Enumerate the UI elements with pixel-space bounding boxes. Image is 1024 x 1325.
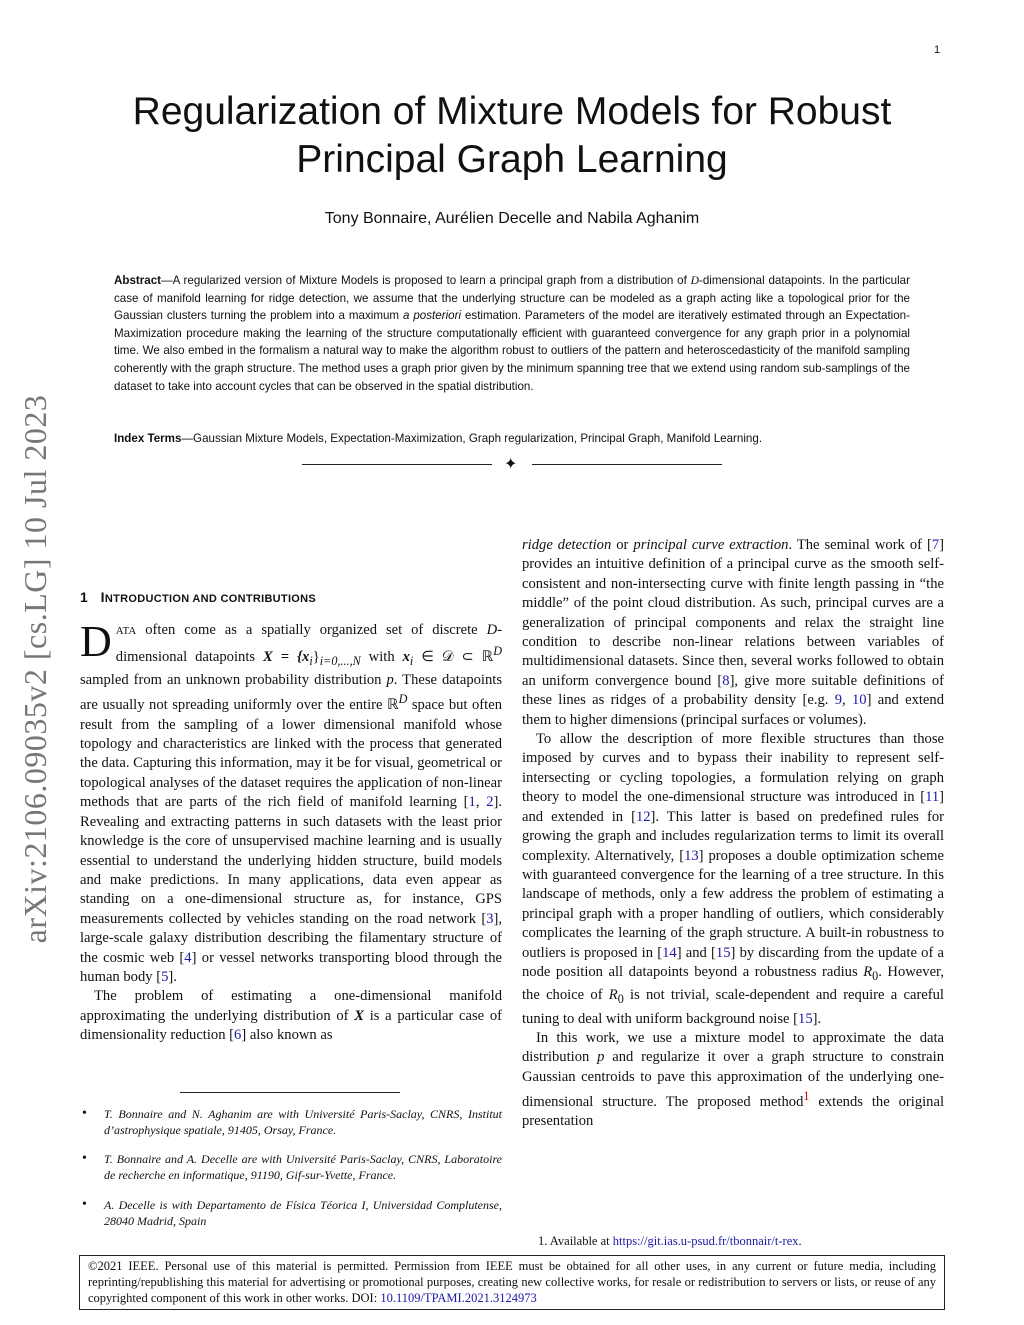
text-run: The problem of estimating a one-dimensional manifold approximating the underlying distribution of — [80, 988, 502, 1024]
citation-link[interactable]: 15 — [798, 1010, 813, 1027]
text-run: ]. — [812, 1010, 822, 1027]
affiliation-footnote-1 — [80, 1106, 502, 1138]
text-run: is a particular case of dimensionality reduction [ — [80, 1007, 502, 1044]
text-run: ]. This latter is based on predefined rules for growing the graph and includes regularization terms to limit its overall complexity. Alternatively, [ — [522, 808, 944, 864]
citation-link[interactable]: 13 — [684, 847, 699, 864]
copyright-notice — [79, 1255, 945, 1310]
text-run: -dimensional datapoints — [115, 622, 502, 665]
author-list: Tony Bonnaire, Aurélien Decelle and Nabila Aghanim — [324, 210, 700, 227]
text-run: . The seminal work of [ — [788, 537, 932, 553]
text-run: ], large-scale galaxy distribution describing the filamentary structure of the cosmic web [ — [80, 910, 502, 966]
text-run: or — [611, 537, 634, 553]
paper-title — [100, 88, 924, 184]
citation-link[interactable]: 11 — [925, 789, 940, 806]
math-superscript: D — [493, 643, 502, 658]
abstract-text-3: estimation. Parameters of the model are iteratively estimated through an Expectation-Maximization procedure making the learning of the structure computationally efficient with guaranteed convergence for any graph prior in a polynomial time. We also embed in the formalism a natural way to make the algorithm robust to outliers of the pattern and heteroscedasticity of the manifold sampling coherently with the graph structure. The method uses a graph prior given by the minimum spanning tree that we extend using random sub-samplings of the dataset to take into account cycles that can be observed in the spatial distribution. — [114, 309, 910, 393]
left-column — [80, 588, 502, 1046]
text-run: . However, the choice of — [522, 963, 944, 1004]
bullet: • — [82, 1106, 87, 1121]
citation-link[interactable]: 8 — [722, 672, 730, 689]
text-run: , — [842, 692, 852, 709]
affiliation-footnote-3 — [80, 1197, 502, 1229]
math-superscript: D — [398, 692, 408, 707]
divider-rule-left — [302, 464, 492, 465]
text-run: space but often result from the sampling of a lower dimensional manifold whose topology and characteristics are linked with the process that generated the data. Capturing this information, may it be for visual, geometrical or topological analyses of the dataset requires the application of non-linear methods that are parts of the rich field of manifold learning [ — [80, 697, 502, 811]
right-column — [522, 536, 944, 1132]
section-title-rest: NTRODUCTION AND CONTRIBUTIONS — [104, 593, 317, 605]
citation-link[interactable]: 4 — [184, 949, 192, 966]
footnote-text: T. Bonnaire and N. Aghanim are with Université Paris-Saclay, CNRS, Institut d’astrophysique spatiale, 91405, Orsay, France. — [104, 1107, 502, 1137]
math-symbol: R — [863, 963, 873, 980]
citation-link[interactable]: 2 — [486, 794, 494, 811]
text-run: sampled from an unknown probability distribution — [80, 671, 387, 688]
abstract-emphasis: a posteriori — [403, 309, 462, 323]
footnote-marker[interactable]: 1 — [803, 1089, 810, 1104]
text-run: To allow the description of more flexible structures than those imposed by curves and to bypass their inability to represent self-intersecting or cycling topologies, a formulation relying on graph theory to model the one-dimensional structure was introduced in [ — [522, 731, 944, 806]
text-run: extends the original presentation — [522, 1094, 944, 1130]
arxiv-identifier-stamp: arXiv:2106.09035v2 [cs.LG] 10 Jul 2023 — [17, 394, 53, 944]
citation-link[interactable]: 1 — [468, 794, 476, 811]
math-symbol: p — [597, 1049, 605, 1066]
text-run: ]. — [168, 968, 177, 985]
title-line-1: Regularization of Mixture Models for Robust — [132, 90, 892, 133]
section-heading — [80, 588, 502, 609]
text-run: ] by discarding from the update of a node position all datapoints beyond a robustness radius — [522, 944, 945, 980]
text-run: often come as a spatially organized set of discrete — [136, 622, 487, 639]
divider-rule-right — [532, 464, 722, 465]
bullet: • — [82, 1197, 87, 1212]
math-symbol: X = {x — [263, 648, 310, 665]
text-run: ]. Revealing and extracting patterns in such datasets with the least prior knowledge is the core of unsupervised machine learning and is usually essential to understand the underlying hidden structure, build models and make predictions. In many applications, data even appear as standing on a one-dimensional structure as, for instance, GPS measurements collected by vehicles standing on the road network [ — [80, 794, 503, 927]
math-symbol: X — [354, 1007, 364, 1024]
text-run: . — [798, 1234, 802, 1248]
abstract-label: Abstract — [114, 274, 162, 287]
text-run: . These datapoints are usually not spreading uniformly over the entire ℝ — [80, 671, 502, 714]
dropcap: D — [80, 617, 112, 667]
text-run: ] provides an intuitive definition of a principal curve as the smooth self-consistent and non-intersecting curve with finite length passing in “the middle” of the point cloud distribution. As such, principal curves are a generalization of principal components and relax the straight line condition to describe non-linear relations between variables of multidimensional datasets. Since then, several works followed to obtain an uniform convergence bound [ — [522, 537, 944, 689]
math-symbol: R — [608, 987, 618, 1004]
math-symbol: x — [402, 648, 410, 665]
math-symbol: p — [386, 671, 394, 688]
text-run: with — [360, 648, 403, 665]
doi-link[interactable]: 10.1109/TPAMI.2021.3124973 — [380, 1290, 537, 1305]
text-run: is not trivial, scale-dependent and require a careful tuning to deal with uniform background noise [ — [522, 987, 944, 1027]
section-number: 1 — [80, 589, 89, 605]
citation-link[interactable]: 9 — [834, 692, 843, 709]
math-subscript: i — [409, 653, 414, 668]
right-paragraph-2 — [522, 730, 944, 1029]
title-line-2: Principal Graph Learning — [296, 138, 728, 181]
text-run: ] also known as — [241, 1027, 333, 1044]
citation-link[interactable]: 7 — [931, 537, 940, 553]
text-run: ] proposes a double optimization scheme with guaranteed convergence for the learning of a tree structure. In this landscape of methods, only a few address the problem of estimating a principal graph with a proper handling of outliers, which considerably complicates the learning of the graph structure. A built-in robustness to outliers is proposed in [ — [522, 847, 944, 961]
math-symbol: D — [486, 622, 498, 639]
intro-paragraph-2 — [80, 987, 502, 1045]
footnote-rule — [180, 1092, 400, 1093]
citation-link[interactable]: 15 — [715, 944, 731, 961]
abstract — [114, 272, 910, 395]
intro-paragraph-1 — [80, 617, 503, 987]
math-subscript: 0 — [872, 968, 879, 983]
citation-link[interactable]: 10 — [852, 692, 867, 709]
citation-link[interactable]: 12 — [635, 808, 651, 825]
repository-link[interactable]: https://git.ias.u-psud.fr/tbonnair/t-rex — [612, 1234, 799, 1248]
text-run: ] and extended in [ — [522, 789, 944, 825]
divider-ornament: ✦ — [504, 456, 518, 473]
footnote-text: T. Bonnaire and A. Decelle are with Université Paris-Saclay, CNRS, Laboratoire de recherche en informatique, 91190, Gif-sur-Yvette, France. — [104, 1152, 502, 1182]
citation-link[interactable]: 6 — [234, 1027, 242, 1044]
text-run: ] and [ — [676, 944, 716, 961]
text-run: and regularize it over a graph structure to constrain Gaussian centroids to pave this approximation of the underlying one-dimensional structure. The proposed method — [522, 1049, 944, 1111]
math-subscript: i — [309, 653, 313, 668]
text-run: ] and extend them to higher dimensions (principal surfaces or volumes). — [522, 692, 945, 728]
footnote-url — [538, 1234, 802, 1249]
page-number: 1 — [934, 44, 941, 56]
bullet: • — [82, 1151, 87, 1166]
text-run: ] or vessel networks transporting blood through the human body [ — [80, 949, 502, 985]
math-subscript: i=0,...,N — [319, 653, 361, 668]
citation-link[interactable]: 5 — [161, 968, 169, 985]
section-title-initial: I — [100, 589, 105, 605]
abstract-text-2: -dimensional datapoints. In the particular case of manifold learning for ridge detection, we assume that the underlying structure can be modeled as a graph acting like a topological prior for the Gaussian clusters turning the problem into a maximum — [114, 274, 910, 323]
right-paragraph-1 — [522, 536, 944, 730]
text-run: , — [475, 794, 487, 811]
text-run: In this work, we use a mixture model to approximate the data distribution — [522, 1029, 944, 1066]
emphasis: principal curve extraction — [633, 537, 789, 553]
abstract-text-1: —A regularized version of Mixture Models is proposed to learn a principal graph from a distribution of — [161, 274, 691, 287]
index-terms — [114, 430, 910, 447]
affiliation-footnote-2 — [80, 1151, 502, 1183]
text-run: } — [312, 648, 320, 665]
right-paragraph-3 — [522, 1029, 944, 1132]
text-run: ∈ 𝒟 ⊂ ℝ — [413, 648, 494, 665]
math-subscript: 0 — [617, 992, 624, 1007]
citation-link[interactable]: 14 — [662, 944, 677, 961]
citation-link[interactable]: 3 — [486, 910, 494, 927]
footnote-text: A. Decelle is with Departamento de Física Téorica I, Universidad Complutense, 28040 Madrid, Spain — [104, 1198, 502, 1228]
abstract-dim-symbol: D — [690, 274, 699, 287]
text-run: 1. Available at — [538, 1234, 613, 1248]
index-terms-label: Index Terms — [114, 432, 182, 445]
index-terms-text: —Gaussian Mixture Models, Expectation-Maximization, Graph regularization, Principal Graph, Manifold Learning. — [181, 432, 763, 445]
dropcap-continuation: ATA — [115, 625, 137, 638]
copyright-text: ©2021 IEEE. Personal use of this material is permitted. Permission from IEEE must be obtained for all other uses, in any current or future media, including reprinting/republishing this material for advertising or promotional purposes, creating new collective works, for resale or redistribution to servers or lists, or reuse of any copyrighted component of this work in other works. DOI: — [88, 1259, 936, 1305]
text-run: ], give more suitable definitions of these lines as ridges of a probability density [e.g. — [522, 672, 944, 709]
emphasis: ridge detection — [522, 537, 612, 553]
